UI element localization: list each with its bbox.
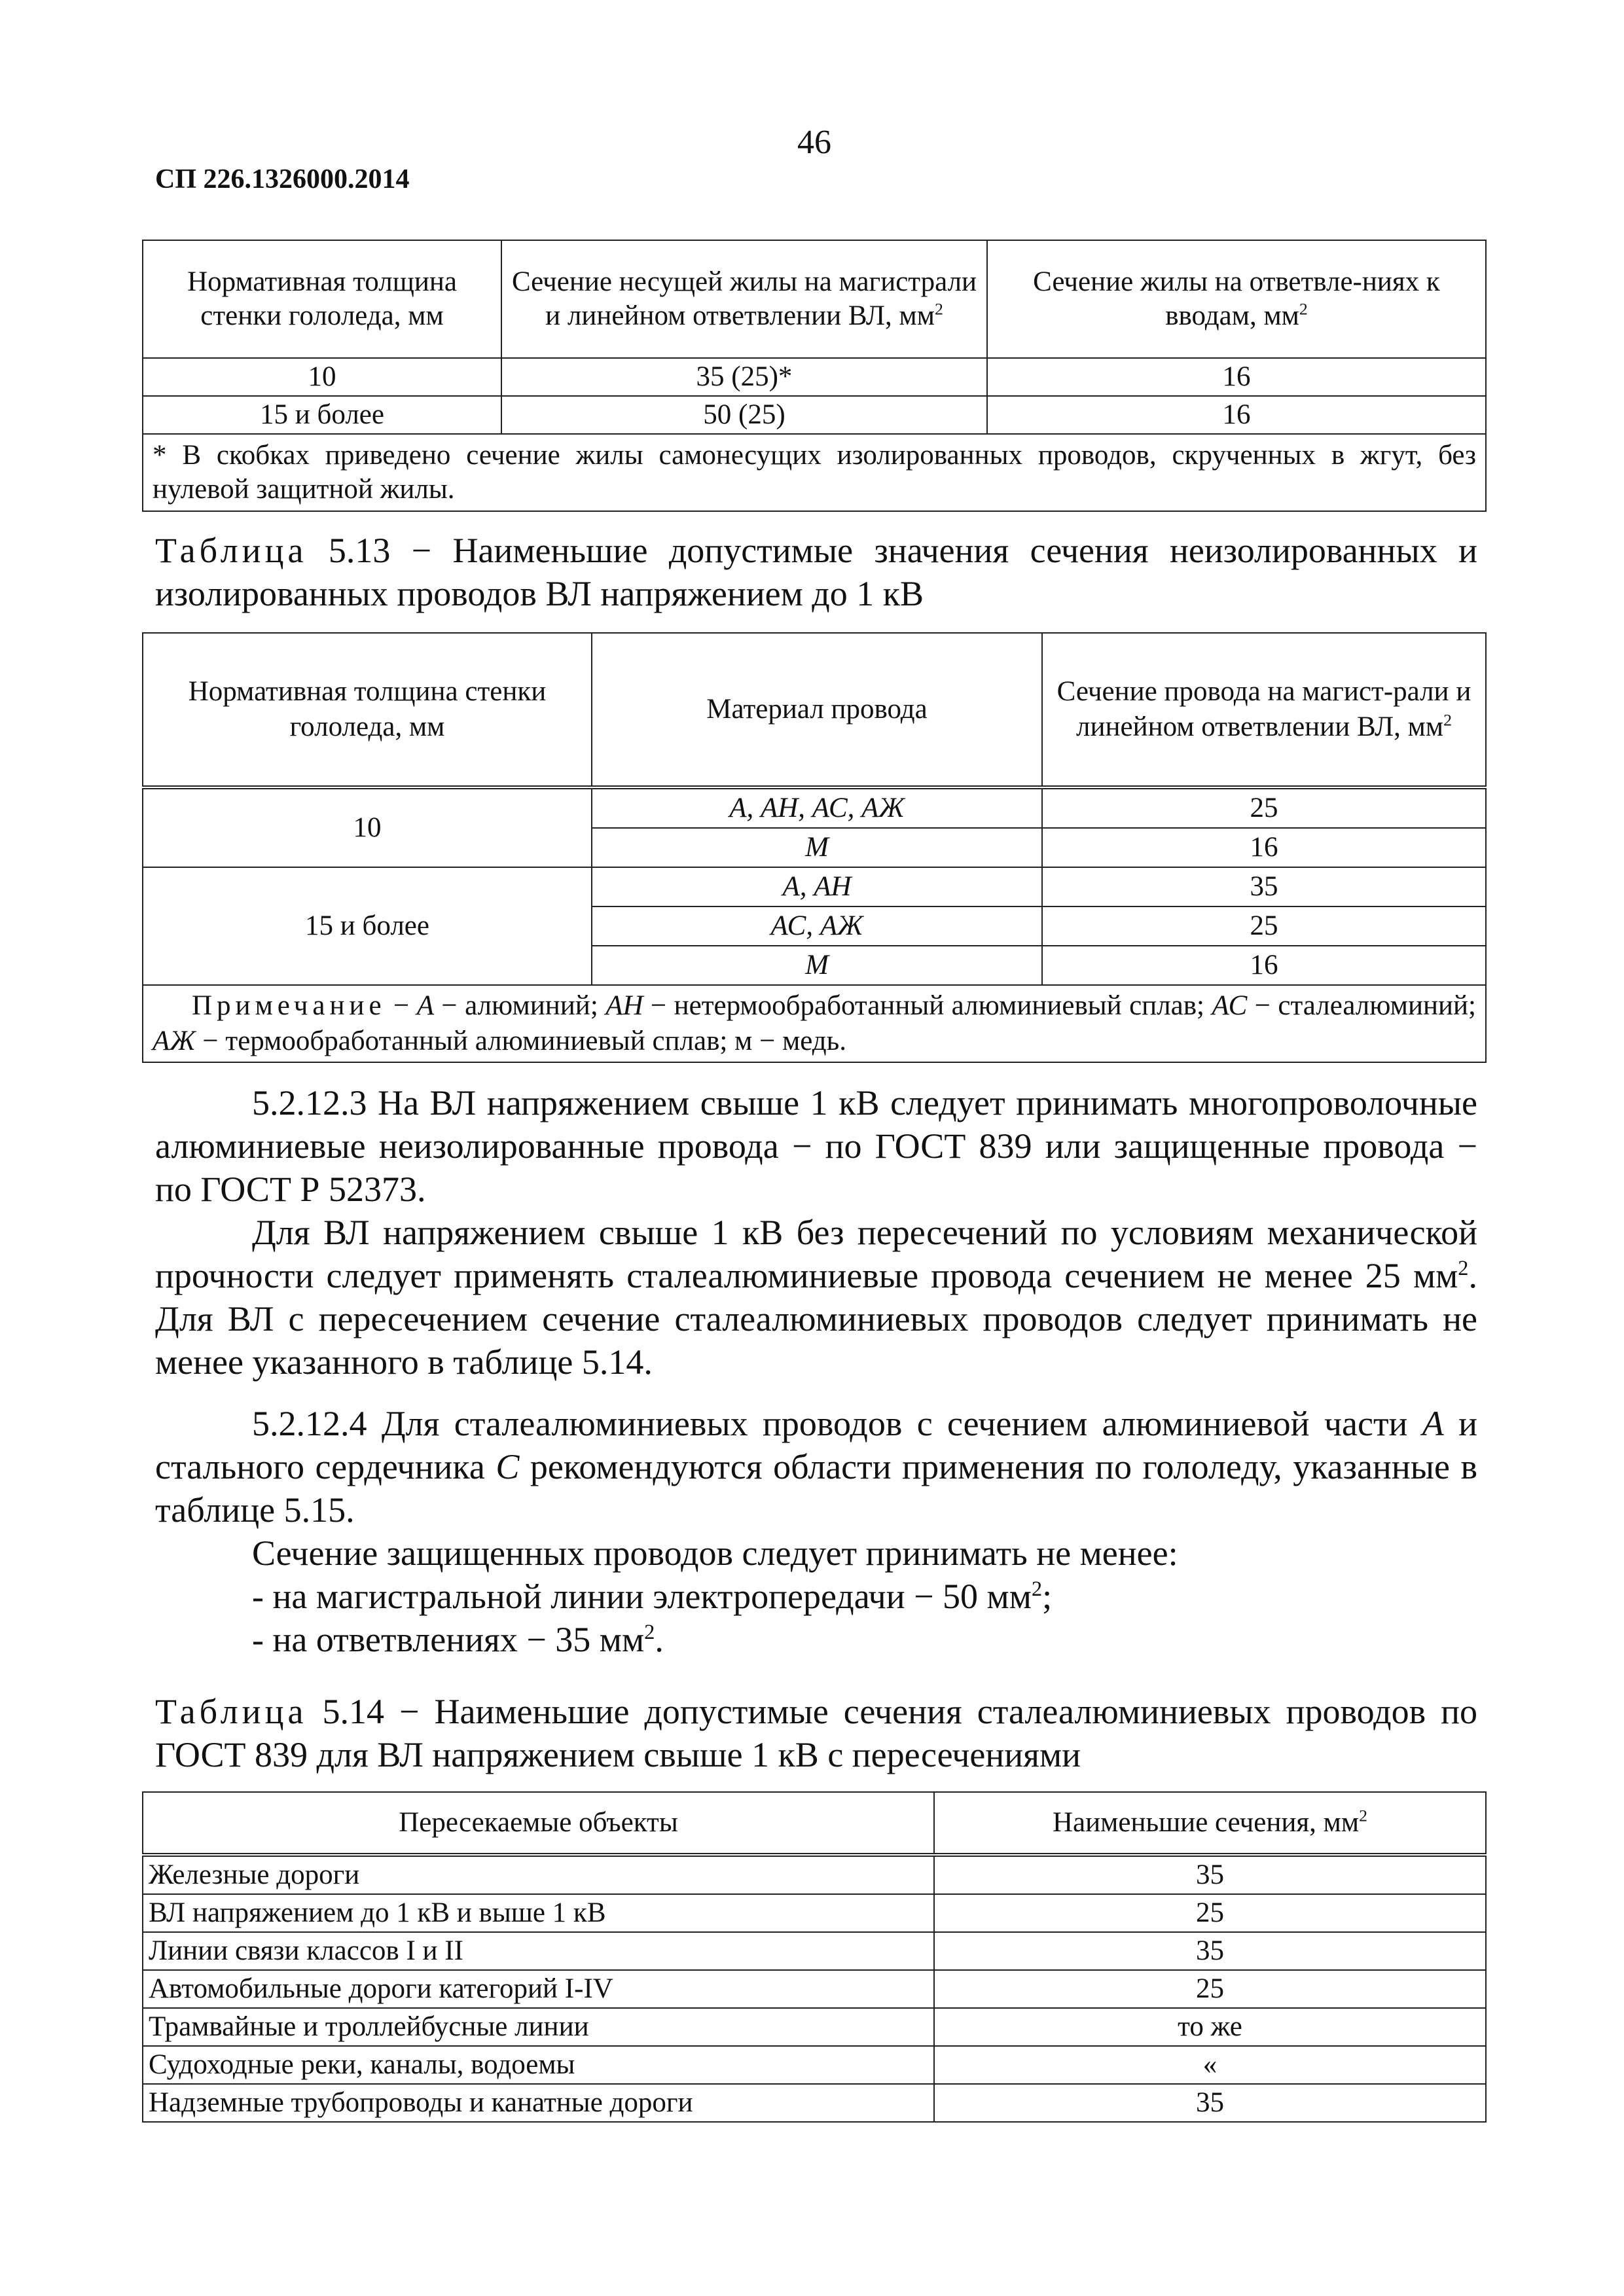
table-header-row <box>143 240 1486 358</box>
header-cell: Сечение жилы на ответвле-ниях к вводам, $мм^2$ <box>987 240 1486 358</box>
paragraph: Для ВЛ напряжением свыше 1 кВ без пересечений по условиям механической прочности следует применять сталеалюминиевые провода сечением не менее 25 $мм^2$. Для ВЛ с пересечением сечение сталеалюминиевых проводов следует принимать не менее указанного в таблице 5.14. <box>155 1213 1477 1382</box>
table-cell: 25 <box>1042 787 1486 828</box>
table-cell: 25 <box>934 1894 1486 1932</box>
table-cell: А, АН, АС, АЖ <box>592 787 1042 828</box>
document-code: СП 226.1326000.2014 <box>155 164 410 194</box>
table-cell: 25 <box>1042 906 1486 946</box>
table-cell: 16 <box>1042 828 1486 867</box>
table-footnote: * В скобках приведено сечение жилы самонесущих изолированных проводов, скрученных в жгут, без нулевой защитной жилы. <box>143 434 1486 511</box>
table-513-caption: Таблица 5.13 − Наименьшие допустимые значения сечения неизолированных и изолированных проводов ВЛ напряжением до 1 кВ <box>155 531 1477 613</box>
body-text-2 <box>155 1402 1477 1661</box>
table-cell: 35 <box>934 1855 1486 1894</box>
table-row <box>143 2084 1486 2122</box>
table-cell: Линии связи классов I и II <box>143 1932 934 1970</box>
table-cell: А, АН <box>592 867 1042 906</box>
table-header-row <box>143 633 1486 787</box>
table-cell: то же <box>934 2008 1486 2046</box>
table-cell: Автомобильные дороги категорий I-IV <box>143 1970 934 2008</box>
table-513 <box>142 632 1487 1063</box>
paragraph: Сечение защищенных проводов следует принимать не менее: <box>252 1534 1178 1573</box>
table-cell: М <box>592 946 1042 985</box>
table-note: Примечание − А − алюминий; АН − нетермообработанный алюминиевый сплав; АС − сталеалюминий; АЖ − термообработанный алюминиевый сплав; м − медь. <box>143 985 1486 1062</box>
body-text <box>155 1081 1477 1384</box>
header-cell: Пересекаемые объекты <box>143 1792 934 1855</box>
paragraph-5-2-12-4: 5.2.12.4 Для сталеалюминиевых проводов с сечением алюминиевой части А и стального сердечника С рекомендуются области применения по гололеду, указанные в таблице 5.15. <box>155 1404 1478 1530</box>
table-cell: 35 <box>1042 867 1486 906</box>
header-cell: Сечение несущей жилы на магистрали и линейном ответвлении ВЛ, $мм^2$ <box>501 240 987 358</box>
table-cell: 50 (25) <box>501 396 987 434</box>
table-row <box>143 1970 1486 2008</box>
table-header-row <box>143 1792 1486 1855</box>
table-cell: М <box>592 828 1042 867</box>
list-item: - на ответвлениях − 35 $мм^2$. <box>252 1620 664 1659</box>
table-cell: ВЛ напряжением до 1 кВ и выше 1 кВ <box>143 1894 934 1932</box>
table-cell: АС, АЖ <box>592 906 1042 946</box>
table-row <box>143 2046 1486 2084</box>
header-cell: Наименьшие сечения, $мм^2$ <box>934 1792 1486 1855</box>
table-row <box>143 1855 1486 1894</box>
table-cell: Железные дороги <box>143 1855 934 1894</box>
table-row <box>143 1932 1486 1970</box>
list-item: - на магистральной линии электропередачи − 50 $мм^2$; <box>252 1577 1053 1616</box>
table-row <box>143 2008 1486 2046</box>
table-cell: Трамвайные и троллейбусные линии <box>143 2008 934 2046</box>
table-note-row <box>143 985 1486 1062</box>
table-cell: 15 и более <box>143 396 501 434</box>
table-cell: 25 <box>934 1970 1486 2008</box>
table-cell: « <box>934 2046 1486 2084</box>
table-cell: 15 и более <box>143 867 592 985</box>
table-cell: 16 <box>1042 946 1486 985</box>
table-row <box>143 396 1486 434</box>
header-cell: Сечение провода на магист-рали и линейном ответвлении ВЛ, $мм^2$ <box>1042 633 1486 787</box>
table-cell: 35 <box>934 1932 1486 1970</box>
table-514 <box>142 1791 1487 2123</box>
header-cell: Нормативная толщина стенки гололеда, мм <box>143 240 501 358</box>
table-row <box>143 358 1486 396</box>
table-cell: 10 <box>143 787 592 867</box>
table-row <box>143 1894 1486 1932</box>
table-cell: 35 (25)* <box>501 358 987 396</box>
table-cell: 16 <box>987 358 1486 396</box>
header-cell: Материал провода <box>592 633 1042 787</box>
table-cell: 10 <box>143 358 501 396</box>
header-cell: Нормативная толщина стенки гололеда, мм <box>143 633 592 787</box>
table-cell: 16 <box>987 396 1486 434</box>
table-row <box>143 867 1486 906</box>
table-cell: Надземные трубопроводы и канатные дороги <box>143 2084 934 2122</box>
table-continuation <box>142 240 1487 512</box>
table-cell: 35 <box>934 2084 1486 2122</box>
table-cell: Судоходные реки, каналы, водоемы <box>143 2046 934 2084</box>
table-row <box>143 787 1486 828</box>
table-514-caption: Таблица 5.14 − Наименьшие допустимые сечения сталеалюминиевых проводов по ГОСТ 839 для ВЛ напряжением свыше 1 кВ с пересечениями <box>155 1692 1477 1774</box>
table-footnote-row <box>143 434 1486 511</box>
paragraph-5-2-12-3: 5.2.12.3 На ВЛ напряжением свыше 1 кВ следует принимать многопроволочные алюминиевые неизолированные провода − по ГОСТ 839 или защищенные провода − по ГОСТ Р 52373. <box>155 1083 1477 1209</box>
page-number: 46 <box>797 124 831 161</box>
